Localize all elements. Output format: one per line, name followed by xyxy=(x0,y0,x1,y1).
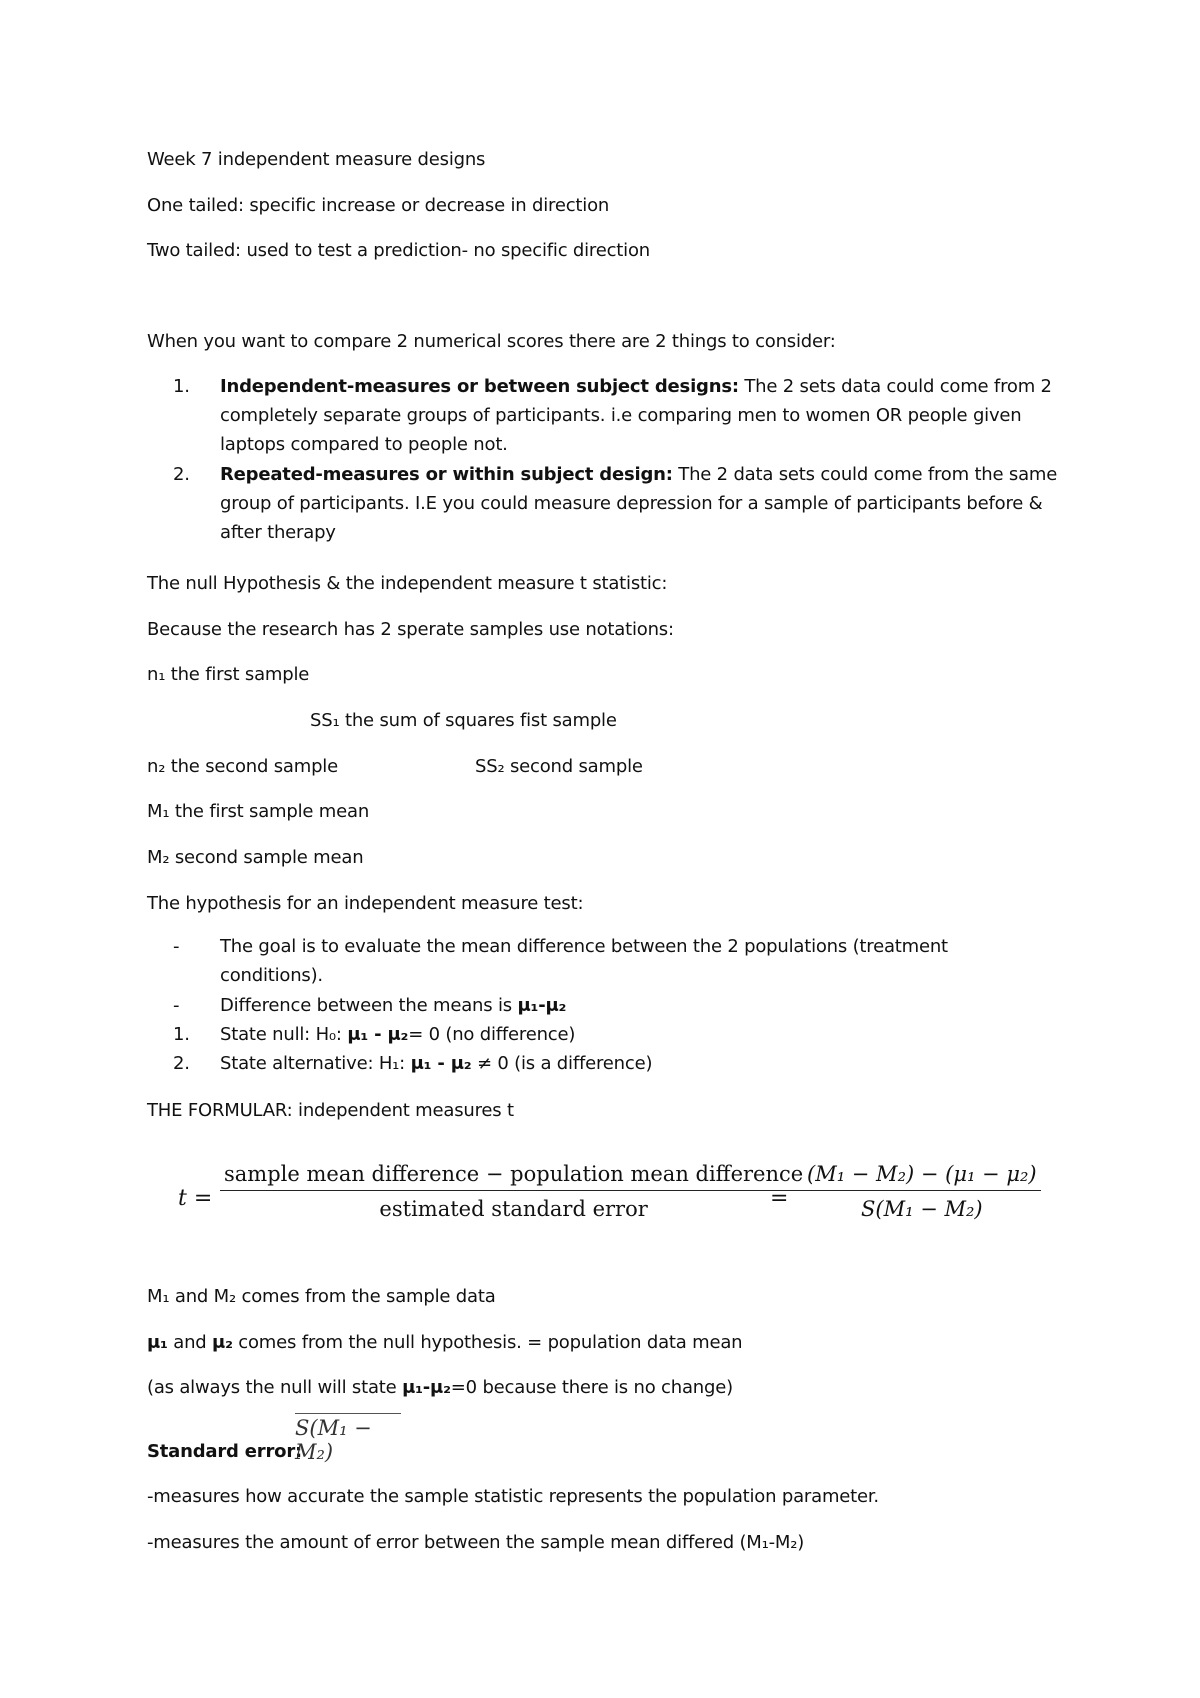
notation-m2: M₂ second sample mean xyxy=(147,847,364,868)
hypothesis-bold: μ₁ - μ₂ xyxy=(347,1024,409,1045)
list-marker: 1. xyxy=(173,1024,190,1045)
notation-ss2: SS₂ second sample xyxy=(475,756,643,777)
two-tailed-line xyxy=(147,240,650,262)
one-tailed-line xyxy=(147,195,609,217)
hypothesis-after: ≠ 0 (is a difference) xyxy=(471,1053,653,1074)
formula-symbol-fraction xyxy=(803,1162,1041,1221)
hypothesis-bold: μ₁ - μ₂ xyxy=(410,1053,472,1074)
one-tailed-label: One tailed: xyxy=(147,195,244,216)
null-note-line xyxy=(147,1377,733,1399)
list-marker: - xyxy=(173,936,180,957)
null-heading: The null Hypothesis & the independent measure t statistic: xyxy=(147,573,668,594)
formula-symbol-denominator: S(M₁ − M₂) xyxy=(861,1197,983,1221)
null-hypothesis-mean-line xyxy=(147,1332,742,1354)
notation-n2: n₂ the second sample xyxy=(147,756,338,777)
design-term: Repeated-measures or within subject design: xyxy=(220,464,673,485)
formula-equals: = xyxy=(770,1186,789,1211)
two-tailed-text: used to test a prediction- no specific direction xyxy=(246,240,650,261)
hypothesis-text: State null: H₀: xyxy=(220,1024,348,1045)
formula-word-numerator: sample mean difference − population mean difference xyxy=(220,1162,807,1191)
mu-and: and xyxy=(167,1332,213,1353)
notation-ss1: SS₁ the sum of squares fist sample xyxy=(310,710,617,731)
list-marker: 2. xyxy=(173,1053,190,1074)
notation-m1: M₁ the first sample mean xyxy=(147,801,370,822)
design-desc: The 2 data sets could come from the same group of participants. I.E you could measure depression for a sample of participants before & after therapy xyxy=(220,464,1058,543)
mu1-bold: μ₁ xyxy=(147,1332,168,1353)
notation-intro: Because the research has 2 sperate samples use notations: xyxy=(147,619,674,640)
list-marker: 2. xyxy=(173,464,190,485)
null-note-pre: (as always the null will state xyxy=(147,1377,403,1398)
standard-error-desc-1: -measures how accurate the sample statistic represents the population parameter. xyxy=(147,1486,879,1507)
t-statistic-formula xyxy=(178,1162,1058,1242)
null-note-post: =0 because there is no change) xyxy=(450,1377,733,1398)
formula-heading: THE FORMULAR: independent measures t xyxy=(147,1100,514,1121)
hypothesis-text: State alternative: H₁: xyxy=(220,1053,411,1074)
mu2-bold: μ₂ xyxy=(212,1332,233,1353)
page-title: Week 7 independent measure designs xyxy=(147,149,486,170)
null-note-bold: μ₁-μ₂ xyxy=(402,1377,451,1398)
hypothesis-item-4 xyxy=(173,1049,653,1078)
hypothesis-bold: μ₁-μ₂ xyxy=(517,995,567,1016)
standard-error-desc-2: -measures the amount of error between the sample mean differed (M₁-M₂) xyxy=(147,1532,805,1553)
two-tailed-label: Two tailed: xyxy=(147,240,241,261)
list-marker: 1. xyxy=(173,376,190,397)
hypothesis-text: Difference between the means is xyxy=(220,995,518,1016)
design-desc: The 2 sets data could come from 2 completely separate groups of participants. i.e comparing men to women OR people given laptops compared to people not. xyxy=(220,376,1052,455)
formula-symbol-numerator: (M₁ − M₂) − (μ₁ − μ₂) xyxy=(803,1162,1041,1191)
design-item-1 xyxy=(173,372,1070,459)
hypothesis-item-2 xyxy=(173,991,567,1020)
hypothesis-heading: The hypothesis for an independent measure test: xyxy=(147,893,584,914)
hypothesis-after: = 0 (no difference) xyxy=(408,1024,576,1045)
hypothesis-item-3 xyxy=(173,1020,576,1049)
standard-error-symbol: S(M₁ − M₂) xyxy=(295,1413,401,1456)
hypothesis-item-1 xyxy=(173,932,1040,990)
design-item-2 xyxy=(173,460,1070,547)
formula-lhs: t = xyxy=(178,1186,213,1211)
one-tailed-text: specific increase or decrease in direction xyxy=(249,195,610,216)
notation-n1: n₁ the first sample xyxy=(147,664,310,685)
hypothesis-text: The goal is to evaluate the mean difference between the 2 populations (treatment conditions). xyxy=(220,936,948,986)
formula-word-denominator: estimated standard error xyxy=(379,1197,648,1221)
sample-data-line: M₁ and M₂ comes from the sample data xyxy=(147,1286,496,1307)
mu-rest: comes from the null hypothesis. = population data mean xyxy=(232,1332,743,1353)
standard-error-label: Standard error: xyxy=(147,1441,302,1462)
list-marker: - xyxy=(173,995,180,1016)
compare-intro: When you want to compare 2 numerical scores there are 2 things to consider: xyxy=(147,331,836,352)
design-term: Independent-measures or between subject designs: xyxy=(220,376,739,397)
formula-word-fraction xyxy=(220,1162,807,1221)
